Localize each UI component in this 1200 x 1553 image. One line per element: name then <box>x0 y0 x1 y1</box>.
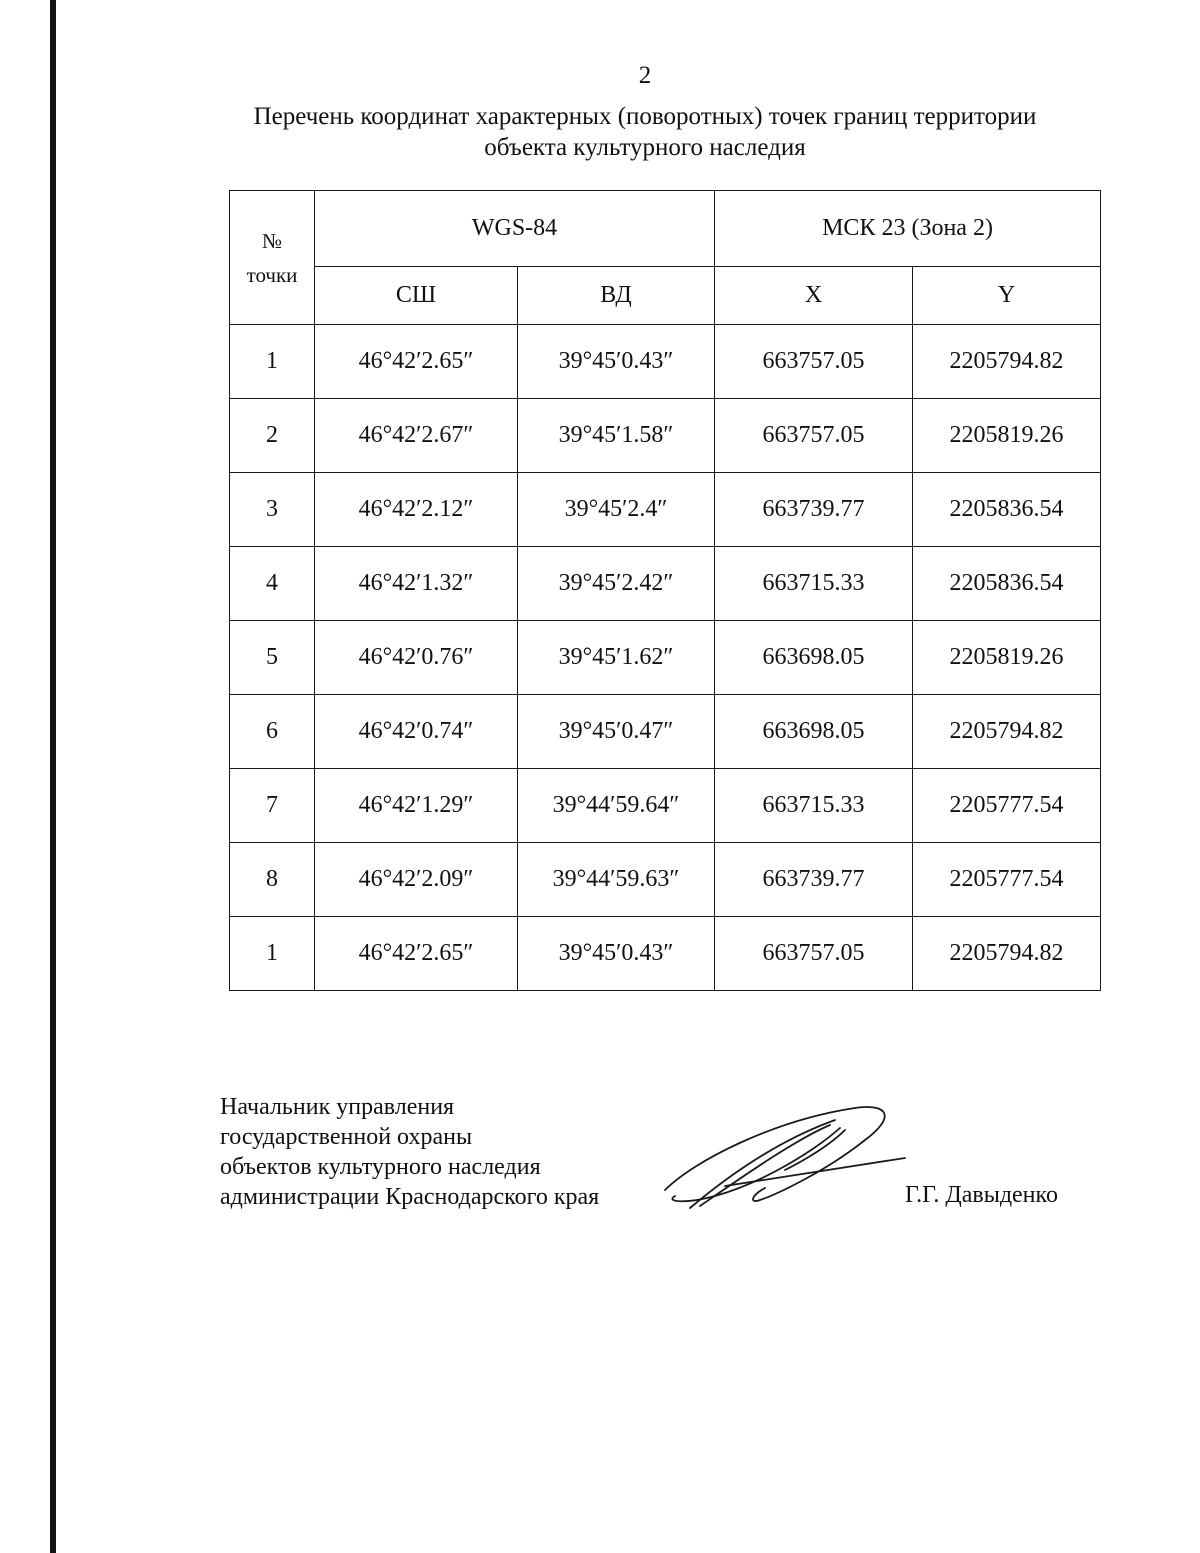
signatory-name: Г.Г. Давыденко <box>905 1182 1058 1208</box>
cell-y: 2205819.26 <box>913 621 1101 695</box>
table-row <box>230 695 1101 769</box>
table-row <box>230 621 1101 695</box>
cell-latitude: 46°42′2.67″ <box>315 399 518 473</box>
header-wgs84: WGS-84 <box>315 191 715 267</box>
position-line: Начальник управления <box>220 1094 455 1120</box>
cell-longitude: 39°44′59.64″ <box>518 769 715 843</box>
cell-point-number: 3 <box>230 473 315 547</box>
cell-point-number: 7 <box>230 769 315 843</box>
cell-latitude: 46°42′0.74″ <box>315 695 518 769</box>
table-row <box>230 917 1101 991</box>
cell-x: 663715.33 <box>715 547 913 621</box>
document-title-line: объекта культурного наследия <box>484 134 806 161</box>
cell-point-number: 2 <box>230 399 315 473</box>
header-point-label: точки <box>246 262 298 287</box>
cell-y: 2205794.82 <box>913 695 1101 769</box>
cell-point-number: 4 <box>230 547 315 621</box>
header-x: X <box>715 267 913 325</box>
cell-x: 663757.05 <box>715 399 913 473</box>
position-line: государственной охраны <box>220 1124 473 1150</box>
cell-x: 663715.33 <box>715 769 913 843</box>
cell-y: 2205836.54 <box>913 547 1101 621</box>
cell-point-number: 1 <box>230 917 315 991</box>
cell-point-number: 6 <box>230 695 315 769</box>
page-number: 2 <box>638 62 652 89</box>
page-edge-bar <box>50 0 56 1553</box>
cell-longitude: 39°45′0.47″ <box>518 695 715 769</box>
coordinates-table <box>229 190 1101 991</box>
cell-latitude: 46°42′1.32″ <box>315 547 518 621</box>
cell-longitude: 39°45′2.42″ <box>518 547 715 621</box>
cell-y: 2205819.26 <box>913 399 1101 473</box>
cell-point-number: 1 <box>230 325 315 399</box>
cell-latitude: 46°42′2.12″ <box>315 473 518 547</box>
header-point-number <box>230 191 315 325</box>
header-msk23: МСК 23 (Зона 2) <box>715 191 1101 267</box>
cell-longitude: 39°45′2.4″ <box>518 473 715 547</box>
table-row <box>230 547 1101 621</box>
document-title-line: Перечень координат характерных (поворотных) точек границ территории <box>253 103 1037 130</box>
cell-x: 663757.05 <box>715 917 913 991</box>
signatory-position <box>220 1092 599 1212</box>
table-row <box>230 399 1101 473</box>
cell-point-number: 8 <box>230 843 315 917</box>
header-latitude: СШ <box>315 267 518 325</box>
table-row <box>230 325 1101 399</box>
header-longitude: ВД <box>518 267 715 325</box>
header-y: Y <box>913 267 1101 325</box>
cell-longitude: 39°45′0.43″ <box>518 325 715 399</box>
cell-latitude: 46°42′2.09″ <box>315 843 518 917</box>
coordinates-table-body <box>230 325 1101 991</box>
cell-latitude: 46°42′1.29″ <box>315 769 518 843</box>
cell-y: 2205777.54 <box>913 843 1101 917</box>
cell-longitude: 39°45′0.43″ <box>518 917 715 991</box>
handwritten-signature-icon <box>655 1100 915 1220</box>
position-line: объектов культурного наследия <box>220 1154 541 1180</box>
cell-longitude: 39°45′1.62″ <box>518 621 715 695</box>
table-row <box>230 769 1101 843</box>
cell-y: 2205836.54 <box>913 473 1101 547</box>
cell-longitude: 39°44′59.63″ <box>518 843 715 917</box>
cell-longitude: 39°45′1.58″ <box>518 399 715 473</box>
cell-y: 2205794.82 <box>913 917 1101 991</box>
cell-y: 2205794.82 <box>913 325 1101 399</box>
table-row <box>230 843 1101 917</box>
cell-x: 663757.05 <box>715 325 913 399</box>
header-number-sign: № <box>261 228 283 253</box>
cell-latitude: 46°42′2.65″ <box>315 917 518 991</box>
cell-x: 663698.05 <box>715 695 913 769</box>
cell-x: 663739.77 <box>715 473 913 547</box>
table-row <box>230 473 1101 547</box>
cell-y: 2205777.54 <box>913 769 1101 843</box>
document-title <box>150 101 1140 163</box>
cell-point-number: 5 <box>230 621 315 695</box>
cell-x: 663698.05 <box>715 621 913 695</box>
cell-latitude: 46°42′2.65″ <box>315 325 518 399</box>
position-line: администрации Краснодарского края <box>220 1184 600 1210</box>
cell-latitude: 46°42′0.76″ <box>315 621 518 695</box>
cell-x: 663739.77 <box>715 843 913 917</box>
